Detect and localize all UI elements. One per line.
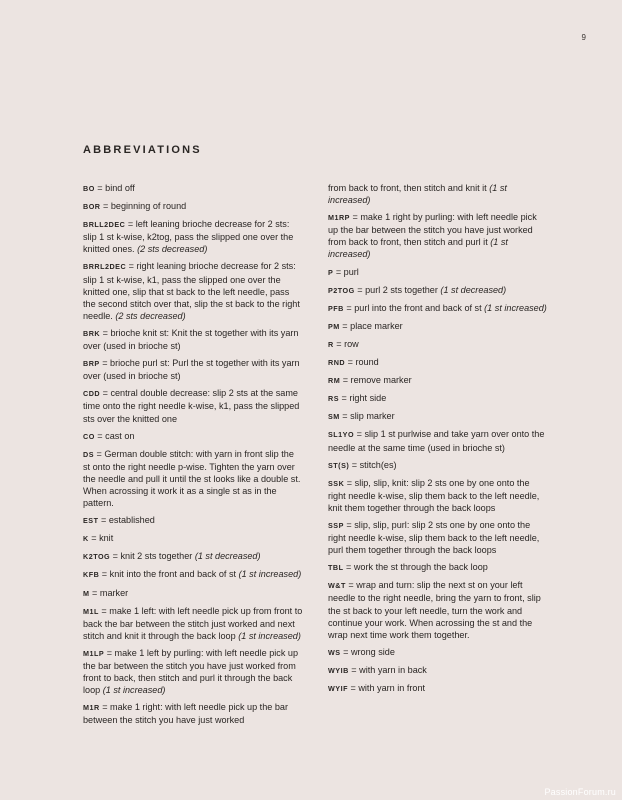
abbreviation-term: BRLL2DEC (83, 220, 126, 230)
abbreviation-entry (83, 387, 303, 424)
abbreviation-definition: = work the st through the back loop (343, 562, 488, 573)
abbreviation-definition: = row (333, 338, 359, 349)
abbreviation-entry (83, 568, 303, 581)
abbreviation-entry (83, 182, 303, 195)
right-column (328, 182, 548, 700)
abbreviation-definition: = round (345, 357, 379, 368)
abbreviation-definition: = brioche knit st: Knit the st together with its yarn over (used in brioche st) (83, 327, 299, 352)
abbreviation-term: W&T (328, 581, 346, 591)
abbreviation-note: (1 st decreased) (440, 284, 507, 295)
abbreviation-term: SL1YO (328, 430, 355, 440)
abbreviation-entry (328, 646, 548, 659)
abbreviation-definition: = purl 2 sts together (354, 284, 441, 295)
abbreviation-term: K2TOG (83, 552, 111, 562)
abbreviation-entry (328, 211, 548, 260)
abbreviation-term: BRP (83, 359, 100, 369)
abbreviation-definition: = wrap and turn: slip the next st on your left needle to the right needle, bring the yarn to front, slip the st back to your left needle, turn the work and continue your work. When acrossing the st and the wrap next time work them together. (328, 580, 541, 640)
abbreviation-definition: = slip 1 st purlwise and take yarn over onto the needle at the same time (used in brioche st) (328, 429, 545, 453)
abbreviation-term: BRRL2DEC (83, 262, 127, 272)
abbreviation-term: EST (83, 516, 99, 526)
abbreviation-term: K (83, 534, 89, 544)
abbreviation-definition: = wrong side (340, 646, 395, 657)
abbreviation-term: PFB (328, 303, 344, 313)
abbreviation-entry (83, 605, 303, 642)
abbreviation-entry (83, 200, 303, 213)
abbreviation-entry (328, 682, 548, 695)
abbreviation-entry (83, 448, 303, 509)
abbreviation-definition: = make 1 left by purling: with left needle pick up the bar between the stitch you have just worked from front to back, then stitch and purl it through the back loop (83, 647, 299, 696)
abbreviation-entry (83, 260, 303, 321)
abbreviation-definition: = make 1 right by purling: with left needle pick up the bar between the stitch you have just worked from back to front, then stitch and purl it (328, 212, 537, 248)
page-number: 9 (581, 33, 586, 42)
abbreviation-entry (328, 477, 548, 514)
abbreviation-entry (83, 532, 303, 545)
abbreviation-entry (328, 356, 548, 369)
abbreviation-definition: = purl into the front and back of st (343, 302, 485, 313)
watermark: PassionForum.ru (544, 787, 616, 797)
abbreviation-entry (328, 579, 548, 640)
abbreviation-term: SSP (328, 520, 344, 530)
abbreviation-definition: = remove marker (340, 375, 412, 386)
abbreviation-note: (1 st increased) (484, 302, 547, 313)
abbreviation-term: RS (328, 394, 339, 404)
abbreviation-definition: = knit 2 sts together (110, 551, 195, 562)
abbreviation-entry (328, 284, 548, 297)
abbreviation-entry (328, 266, 548, 279)
abbreviation-note: (1 st increased) (238, 569, 302, 580)
abbreviation-term: TBL (328, 563, 344, 573)
abbreviation-definition: = established (98, 515, 155, 526)
abbreviation-entry (328, 302, 548, 315)
abbreviation-term: RM (328, 376, 341, 386)
abbreviation-definition: = central double decrease: slip 2 sts at the same time onto the right needle k-wise, k1, pass the slipped sts over the knitted one (83, 388, 300, 424)
abbreviation-term: M1L (83, 606, 99, 616)
abbreviation-term: SM (328, 412, 340, 422)
abbreviation-term: M (83, 588, 90, 598)
abbreviation-term: PM (328, 321, 340, 331)
abbreviation-entry (328, 410, 548, 423)
abbreviation-term: WYIB (328, 665, 349, 675)
abbreviation-entry (83, 514, 303, 527)
abbreviation-term: P2TOG (328, 285, 355, 295)
abbreviation-term: SSK (328, 478, 345, 488)
abbreviation-entry (83, 701, 303, 726)
left-column (83, 182, 303, 731)
abbreviation-entry (328, 519, 548, 556)
abbreviation-definition: = slip marker (339, 411, 395, 422)
abbreviation-entry (83, 218, 303, 255)
abbreviation-entry (328, 182, 548, 206)
abbreviation-definition: from back to front, then stitch and knit it (328, 183, 490, 193)
abbreviation-entry (83, 587, 303, 600)
page-title: ABBREVIATIONS (83, 144, 202, 156)
abbreviation-note: (1 st increased) (102, 685, 166, 696)
abbreviation-term: BRK (83, 328, 101, 338)
abbreviation-definition: = slip, slip, knit: slip 2 sts one by one onto the right needle k-wise, slip them back to the left needle, knit them together through the back loops (328, 477, 540, 513)
abbreviation-note: (2 sts decreased) (115, 310, 186, 321)
abbreviation-term: ST(S) (328, 460, 350, 470)
abbreviation-entry (83, 327, 303, 352)
abbreviation-note: (1 st increased) (238, 630, 301, 641)
abbreviation-term: M1LP (83, 648, 105, 658)
abbreviation-term: M1RP (328, 213, 350, 223)
abbreviation-entry (328, 374, 548, 387)
abbreviation-definition: = place marker (339, 320, 403, 331)
abbreviation-definition: = bind off (94, 183, 135, 193)
abbreviation-note: (1 st increased) (328, 183, 507, 206)
abbreviation-entry (328, 428, 548, 453)
abbreviation-entry (328, 561, 548, 574)
abbreviation-definition: = brioche purl st: Purl the st together with its yarn over (used in brioche st) (83, 358, 300, 382)
abbreviation-term: WS (328, 647, 341, 657)
abbreviation-definition: = right side (339, 393, 387, 404)
abbreviation-note: (1 st increased) (328, 237, 508, 260)
abbreviation-definition: = knit into the front and back of st (99, 569, 239, 580)
abbreviation-definition: = German double stitch: with yarn in front slip the st onto the right needle p-wise. Tighten the yarn over the needle and pull it until the st looks like a double st. When acrossing it work it as a single st as in the pattern. (83, 448, 301, 509)
abbreviation-term: WYIF (328, 684, 348, 693)
abbreviation-term: BOR (83, 202, 101, 212)
abbreviation-term: CDD (83, 389, 101, 399)
abbreviation-definition: = slip, slip, purl: slip 2 sts one by one onto the right needle k-wise, slip them back to the left needle, purl them together through the back loops (328, 519, 540, 556)
abbreviation-definition: = beginning of round (100, 201, 187, 212)
abbreviation-entry (83, 550, 303, 563)
abbreviation-term: DS (83, 449, 94, 459)
abbreviation-entry (328, 664, 548, 677)
abbreviation-definition: = knit (88, 533, 114, 544)
abbreviation-note: (1 st decreased) (194, 551, 261, 562)
abbreviation-term: RND (328, 358, 346, 368)
abbreviation-definition: = left leaning brioche decrease for 2 sts: slip 1 st k-wise, k2tog, pass the slipped one over the knitted ones. (83, 219, 294, 255)
abbreviation-entry (328, 338, 548, 351)
abbreviation-entry (83, 357, 303, 382)
abbreviation-entry (328, 459, 548, 472)
abbreviation-term: M1R (83, 703, 100, 713)
abbreviation-definition: = stitch(es) (349, 459, 397, 470)
abbreviation-definition: = make 1 right: with left needle pick up the bar between the stitch you have just worked (83, 702, 288, 726)
abbreviation-note: (2 sts decreased) (137, 244, 208, 255)
abbreviation-definition: = make 1 left: with left needle pick up from front to back the bar between the stitch just worked and next stitch and knit it through the back loop (83, 605, 303, 641)
abbreviation-term: KFB (83, 570, 100, 580)
abbreviation-term: P (328, 267, 334, 277)
abbreviation-term: BO (83, 184, 95, 193)
abbreviation-term: CO (83, 431, 95, 441)
abbreviation-entry (83, 430, 303, 443)
abbreviation-term: R (328, 339, 334, 349)
abbreviation-definition: = with yarn in front (347, 683, 426, 693)
abbreviation-entry (83, 647, 303, 696)
abbreviation-definition: = cast on (94, 430, 135, 441)
abbreviation-entry (328, 320, 548, 333)
abbreviation-definition: = purl (333, 266, 359, 277)
abbreviation-entry (328, 392, 548, 405)
abbreviation-definition: = with yarn in back (348, 664, 427, 675)
abbreviation-definition: = right leaning brioche decrease for 2 sts: slip 1 st k-wise, k1, pass the slipped one over the knitted one, slip that st back to the left needle, pass the second stitch over that, slip the st back to the right needle. (83, 261, 300, 321)
abbreviation-definition: = marker (89, 587, 129, 598)
